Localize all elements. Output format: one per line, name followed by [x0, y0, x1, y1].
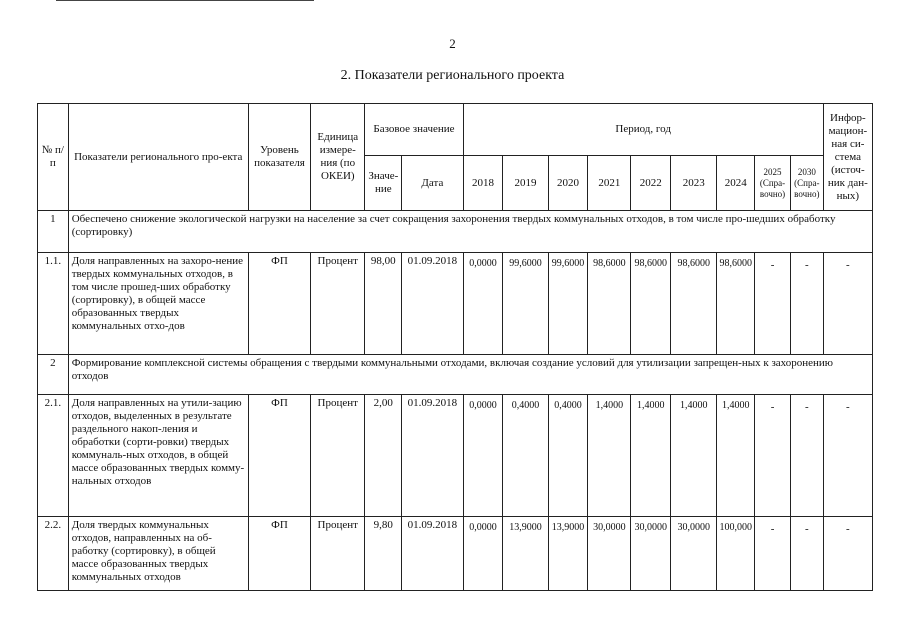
header-indicator: Показатели регионального про-екта [68, 104, 248, 211]
base-date: 01.09.2018 [402, 517, 463, 591]
indicator-name: Доля направленных на утили-зацию отходов, выделенных в результате раздельного накоп-ления и обработки (сорти-ровки) твердых коммуналь-ных отходов, в общей массе образованных твердых комму-нальных отходов [68, 395, 248, 517]
value-cell: 1,4000 [671, 395, 717, 517]
value-cell: 98,6000 [631, 253, 671, 355]
base-date: 01.09.2018 [402, 395, 463, 517]
dash-cell: - [755, 395, 791, 517]
indicator-name: Доля твердых коммунальных отходов, направленных на об-работку (сортировку), в общей массе образованных твердых коммунальных отходов [68, 517, 248, 591]
header-year: 2022 [631, 156, 671, 211]
table-row [38, 517, 873, 591]
top-rule [56, 0, 314, 1]
value-cell: 98,6000 [671, 253, 717, 355]
dash-cell: - [823, 517, 872, 591]
value-cell: 13,9000 [548, 517, 588, 591]
header-period: Период, год [463, 104, 823, 156]
value-cell: 100,000 [717, 517, 755, 591]
indicator-level: ФП [248, 253, 310, 355]
header-year: 2020 [548, 156, 588, 211]
dash-cell: - [823, 253, 872, 355]
header-unit: Единица измере-ния (по ОКЕИ) [311, 104, 365, 211]
unit-cell: Процент [311, 395, 365, 517]
value-cell: 0,4000 [548, 395, 588, 517]
value-cell: 0,0000 [463, 395, 503, 517]
value-cell: 13,9000 [503, 517, 548, 591]
dash-cell: - [790, 517, 823, 591]
indicator-level: ФП [248, 395, 310, 517]
header-year: 2030 (Спра-вочно) [790, 156, 823, 211]
dash-cell: - [755, 517, 791, 591]
row-number: 2.1. [38, 395, 69, 517]
value-cell: 1,4000 [717, 395, 755, 517]
dash-cell: - [790, 253, 823, 355]
value-cell: 0,0000 [463, 253, 503, 355]
section-number: 1 [38, 211, 69, 253]
value-cell: 99,6000 [503, 253, 548, 355]
table-row [38, 253, 873, 355]
dash-cell: - [755, 253, 791, 355]
header-base: Базовое значение [365, 104, 463, 156]
page-title: 2. Показатели регионального проекта [340, 68, 565, 83]
value-cell: 0,4000 [503, 395, 548, 517]
dash-cell: - [790, 395, 823, 517]
row-number: 2.2. [38, 517, 69, 591]
unit-cell: Процент [311, 253, 365, 355]
value-cell: 30,0000 [671, 517, 717, 591]
base-value: 2,00 [365, 395, 402, 517]
header-level: Уровень показателя [248, 104, 310, 211]
value-cell: 98,6000 [588, 253, 631, 355]
value-cell: 1,4000 [631, 395, 671, 517]
header-year: 2023 [671, 156, 717, 211]
header-year: 2021 [588, 156, 631, 211]
header-date: Дата [402, 156, 463, 211]
header-value: Значе-ние [365, 156, 402, 211]
header-year: 2025 (Спра-вочно) [755, 156, 791, 211]
header-year: 2024 [717, 156, 755, 211]
row-number: 1.1. [38, 253, 69, 355]
section-row [38, 211, 873, 253]
table-row [38, 395, 873, 517]
indicator-name: Доля направленных на захоро-нение твердых коммунальных отходов, в том числе прошед-ших обработку (сортировку), в общей массе образованных твердых коммунальных отхо-дов [68, 253, 248, 355]
base-value: 9,80 [365, 517, 402, 591]
section-title: Обеспечено снижение экологической нагрузки на население за счет сокращения захоронения твердых коммунальных отходов, в том числе про-шедших обработку (сортировку) [68, 211, 872, 253]
header-num: № п/п [38, 104, 69, 211]
value-cell: 30,0000 [631, 517, 671, 591]
base-value: 98,00 [365, 253, 402, 355]
value-cell: 98,6000 [717, 253, 755, 355]
value-cell: 99,6000 [548, 253, 588, 355]
section-title: Формирование комплексной системы обращения с твердыми коммунальными отходами, включая создание условий для утилизации запрещен-ных к захоронению отходов [68, 355, 872, 395]
header-year: 2018 [463, 156, 503, 211]
value-cell: 30,0000 [588, 517, 631, 591]
dash-cell: - [823, 395, 872, 517]
header-info: Инфор-мацион-ная си-стема (источ-ник дан-ных) [823, 104, 872, 211]
base-date: 01.09.2018 [402, 253, 463, 355]
section-number: 2 [38, 355, 69, 395]
value-cell: 1,4000 [588, 395, 631, 517]
indicators-table [37, 103, 873, 591]
page-number: 2 [449, 36, 456, 51]
header-row-1 [38, 104, 873, 156]
header-year: 2019 [503, 156, 548, 211]
unit-cell: Процент [311, 517, 365, 591]
indicator-level: ФП [248, 517, 310, 591]
section-row [38, 355, 873, 395]
value-cell: 0,0000 [463, 517, 503, 591]
